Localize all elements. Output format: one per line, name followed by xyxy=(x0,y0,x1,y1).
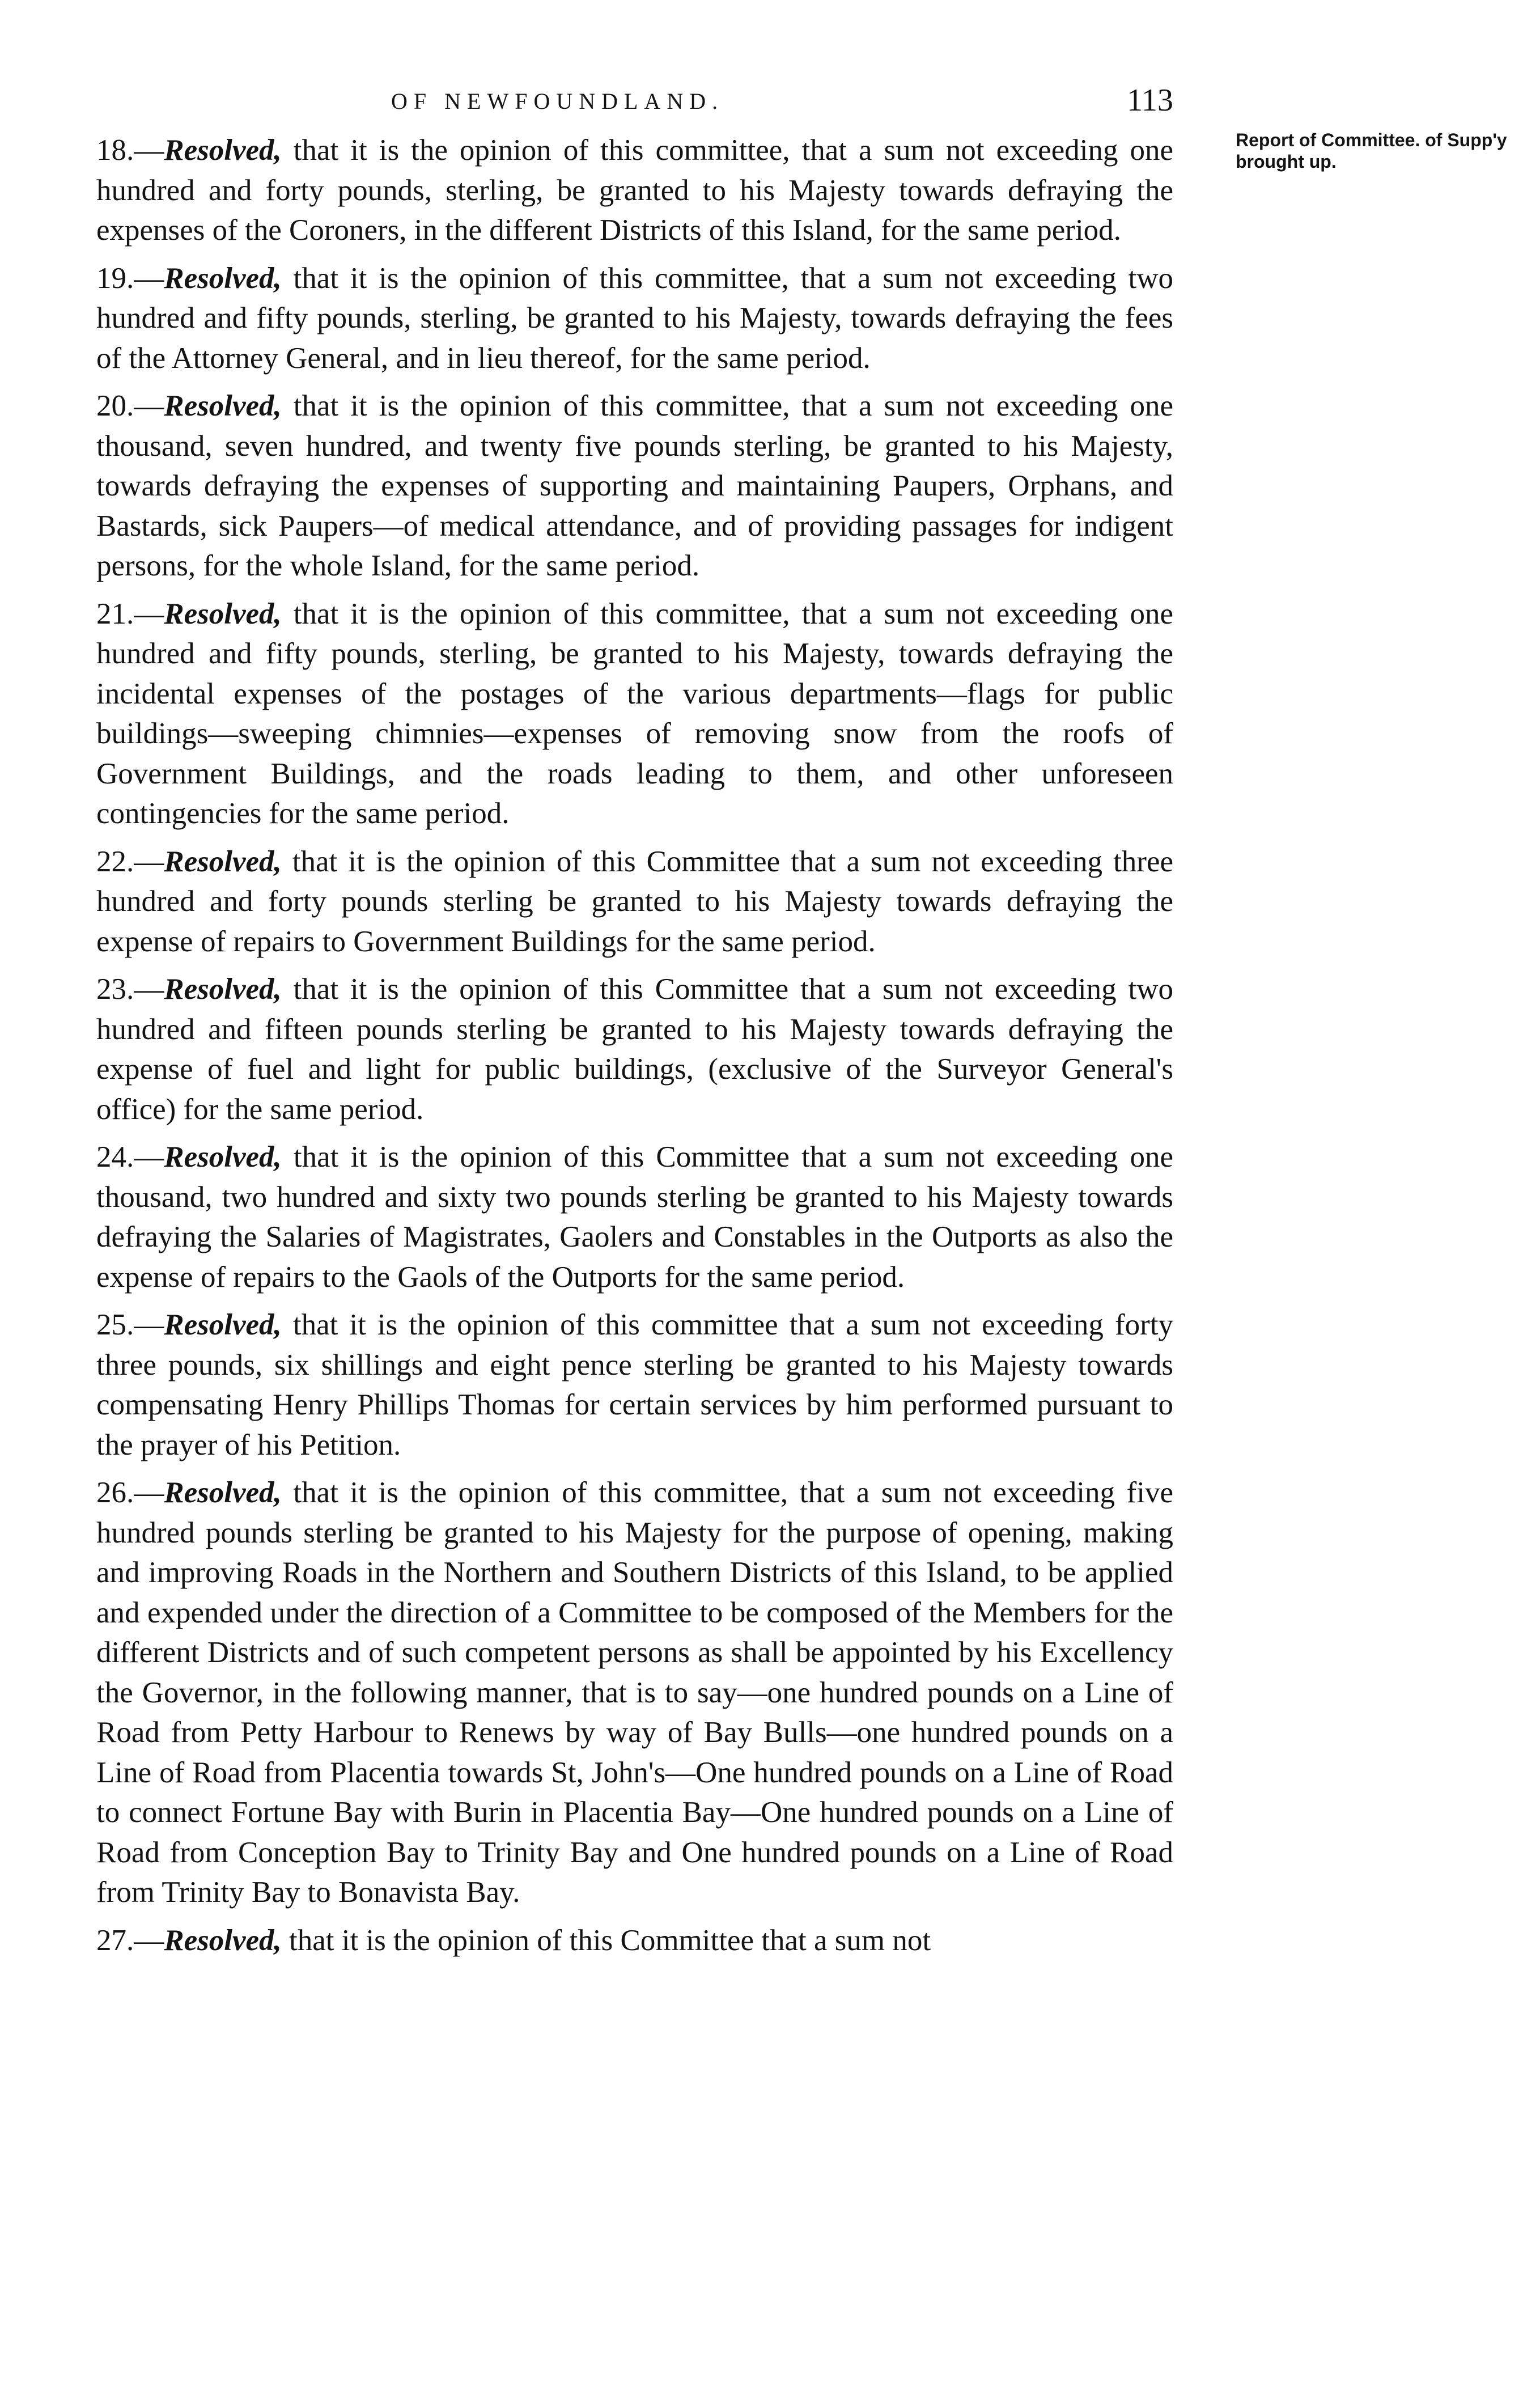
dash: — xyxy=(134,845,164,878)
resolved-word: Resolved, xyxy=(164,1308,282,1341)
page-header xyxy=(96,82,1173,128)
resolution-27 xyxy=(96,1921,1173,1961)
dash: — xyxy=(134,134,164,167)
resolved-word: Resolved, xyxy=(164,1923,282,1957)
resolution-text: that it is the opinion of this committee, that a sum not exceeding one hundred and fifty pounds, sterling, be granted to his Majesty, towards defraying the incidental expenses of the postages of the various departments—flags for public buildings—sweeping chimnies—expenses of removing snow from the roofs of Government Buildings, and the roads leading to them, and other unforeseen contingencies for the same period. xyxy=(96,597,1173,830)
resolution-text: that it is the opinion of this committee that a sum not exceeding forty three pounds, six shillings and eight pence sterling be granted to his Majesty towards compensating Henry Phillips Thomas for certain services by him performed pursuant to the prayer of his Petition. xyxy=(96,1308,1173,1461)
resolution-24 xyxy=(96,1137,1173,1297)
resolution-number: 18. xyxy=(96,134,134,167)
dash: — xyxy=(134,1308,164,1341)
resolved-word: Resolved, xyxy=(164,1141,282,1173)
resolved-word: Resolved, xyxy=(164,261,282,295)
resolved-word: Resolved, xyxy=(164,597,282,630)
resolution-number: 27. xyxy=(96,1923,134,1957)
resolution-19 xyxy=(96,259,1173,379)
resolution-21 xyxy=(96,594,1173,834)
dash: — xyxy=(134,597,164,630)
resolution-23 xyxy=(96,969,1173,1129)
dash: — xyxy=(134,973,164,1006)
resolution-text: that it is the opinion of this committee, that a sum not exceeding one hundred and forty pounds, sterling, be granted to his Majesty towards defraying the expenses of the Coroners, in the different Districts of this Island, for the same period. xyxy=(96,134,1173,247)
resolution-number: 26. xyxy=(96,1476,134,1509)
dash: — xyxy=(134,389,164,422)
resolved-word: Resolved, xyxy=(164,845,282,878)
resolution-20 xyxy=(96,386,1173,586)
resolution-number: 20. xyxy=(96,389,134,422)
dash: — xyxy=(134,1476,164,1509)
resolution-number: 21. xyxy=(96,597,134,630)
resolution-22 xyxy=(96,842,1173,962)
resolved-word: Resolved, xyxy=(164,1476,282,1509)
page-number: 113 xyxy=(1127,83,1173,118)
resolved-word: Resolved, xyxy=(164,973,282,1006)
resolution-number: 22. xyxy=(96,845,134,878)
resolution-number: 19. xyxy=(96,261,134,295)
resolution-text: that it is the opinion of this committee, that a sum not exceeding five hundred pounds sterling be granted to his Majesty for the purpose of opening, making and improving Roads in the Northern and Southern Districts of this Island, to be applied and expended under the direction of a Committee to be composed of the Members for the different Districts and of such competent persons as shall be appointed by his Excellency the Governor, in the following manner, that is to say—one hundred pounds on a Line of Road from Petty Harbour to Renews by way of Bay Bulls—one hundred pounds on a Line of Road from Placentia towards St, John's—One hundred pounds on a Line of Road to connect Fortune Bay with Burin in Placentia Bay—One hundred pounds on a Line of Road from Conception Bay to Trinity Bay and One hundred pounds on a Line of Road from Trinity Bay to Bonavista Bay. xyxy=(96,1476,1173,1909)
resolution-number: 23. xyxy=(96,973,134,1006)
resolution-text: that it is the opinion of this committee, that a sum not exceeding one thousand, seven hundred, and twenty five pounds sterling, be granted to his Majesty, towards defraying the expenses of supporting and maintaining Paupers, Orphans, and Bastards, sick Paupers—of medical attendance, and of providing passages for indigent persons, for the whole Island, for the same period. xyxy=(96,389,1173,582)
dash: — xyxy=(134,1923,164,1957)
resolution-number: 25. xyxy=(96,1308,134,1341)
margin-note: Report of Committee. of Supp'y brought up. xyxy=(1236,130,1507,172)
resolution-text: that it is the opinion of this Committee that a sum not exceeding one thousand, two hundred and sixty two pounds sterling be granted to his Majesty towards defraying the Salaries of Magistrates, Gaolers and Constables in the Outports as also the expense of repairs to the Gaols of the Outports for the same period. xyxy=(96,1141,1173,1294)
resolution-number: 24. xyxy=(96,1141,134,1173)
resolution-18 xyxy=(96,130,1173,251)
resolutions-body xyxy=(96,130,1173,1968)
resolution-text: that it is the opinion of this Committee that a sum not xyxy=(281,1923,931,1957)
resolved-word: Resolved, xyxy=(164,389,282,422)
dash: — xyxy=(134,1141,164,1173)
dash: — xyxy=(134,261,164,295)
resolved-word: Resolved, xyxy=(164,134,282,167)
resolution-26 xyxy=(96,1473,1173,1913)
resolution-25 xyxy=(96,1305,1173,1465)
resolution-text: that it is the opinion of this Committee that a sum not exceeding three hundred and forty pounds sterling be granted to his Majesty towards defraying the expense of repairs to Government Buildings for the same period. xyxy=(96,845,1173,958)
resolution-text: that it is the opinion of this Committee that a sum not exceeding two hundred and fifteen pounds sterling be granted to his Majesty towards defraying the expense of fuel and light for public buildings, (exclusive of the Surveyor General's office) for the same period. xyxy=(96,973,1173,1126)
running-head: OF NEWFOUNDLAND. xyxy=(391,88,724,114)
resolution-text: that it is the opinion of this committee, that a sum not exceeding two hundred and fifty pounds, sterling, be granted to his Majesty, towards defraying the fees of the Attorney General, and in lieu thereof, for the same period. xyxy=(96,261,1173,375)
